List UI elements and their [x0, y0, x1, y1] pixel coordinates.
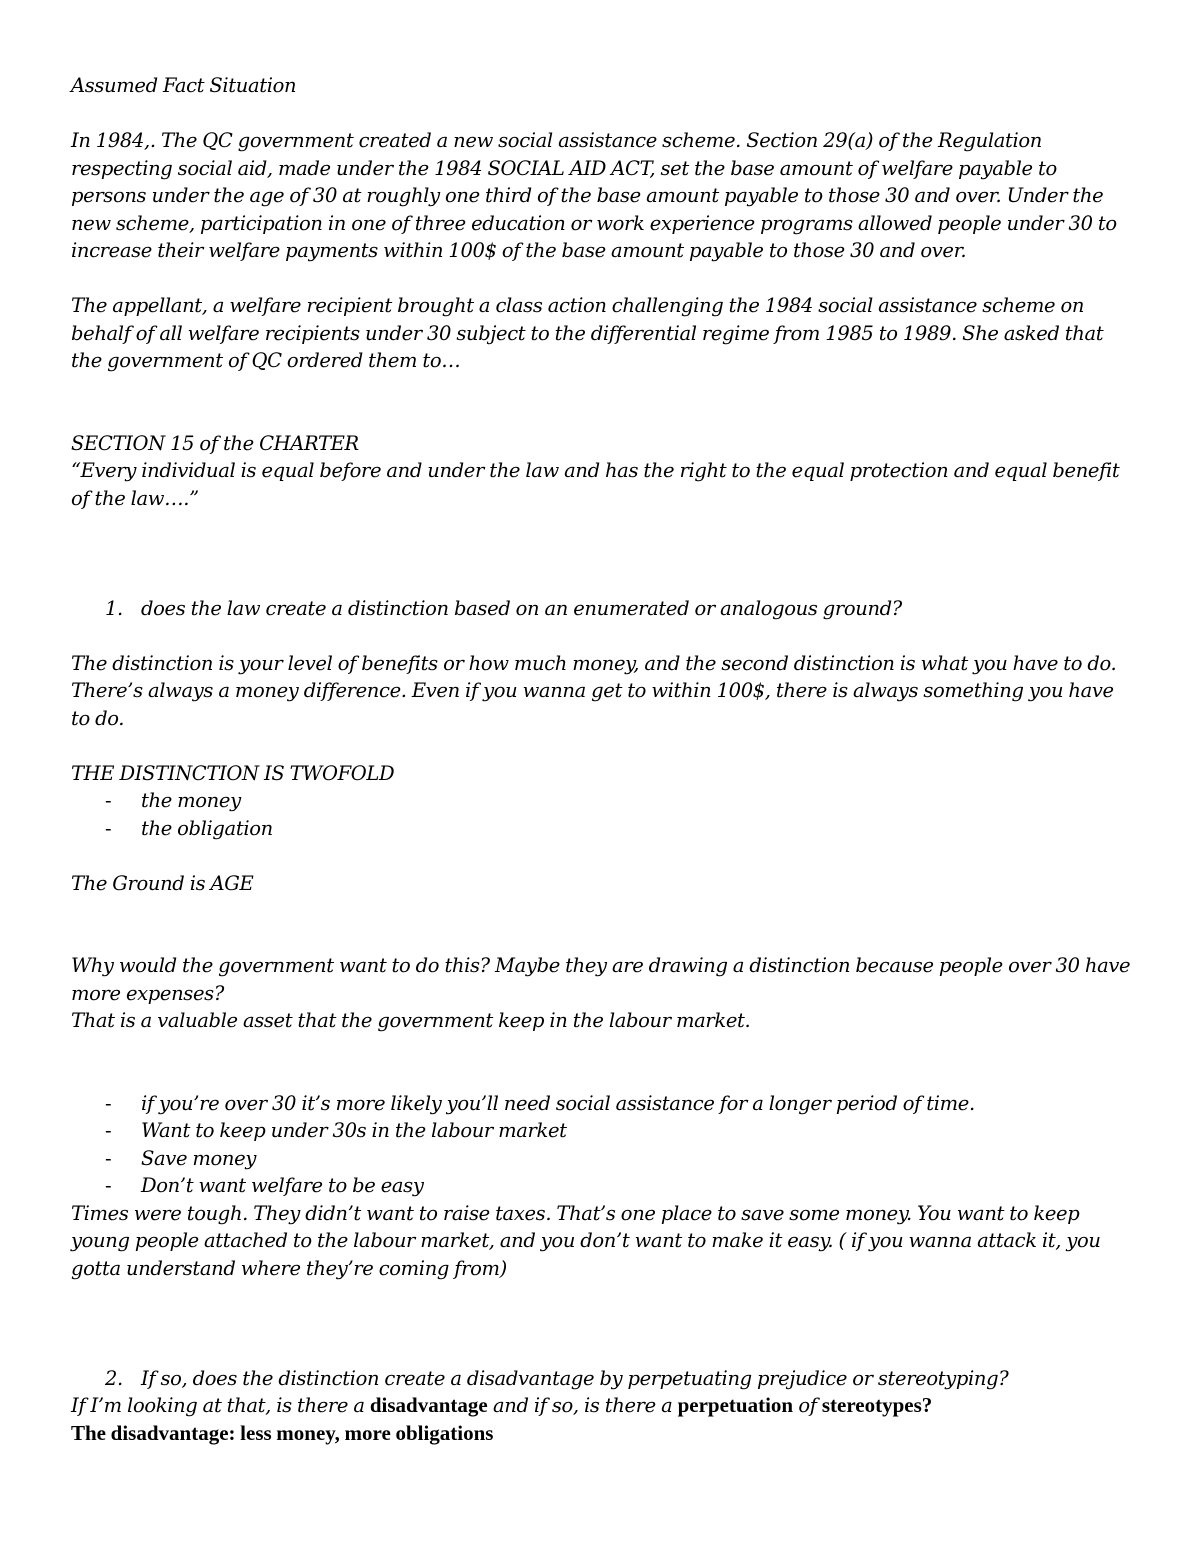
charter-quote: “Every individual is equal before and under the law and has the right to the equal protection and equal benefit of the law….”: [71, 459, 1120, 510]
list-item: [71, 815, 1131, 843]
conclusion-line: The disadvantage: less money, more obligations: [71, 1420, 494, 1445]
why-paragraph: Why would the government want to do this? Maybe they are drawing a distinction because people over 30 have more expenses?: [71, 954, 1131, 1005]
followup-text: of: [793, 1394, 822, 1417]
question-2-followup: [71, 1392, 1131, 1420]
list-item: [71, 1117, 1131, 1145]
question-2: [71, 1365, 1131, 1393]
list-item: [71, 787, 1131, 815]
dash-bullet: -: [105, 816, 112, 840]
list-item: [71, 1090, 1131, 1118]
question-1-text: does the law create a distinction based on an enumerated or analogous ground?: [141, 596, 902, 620]
list-item-text: Want to keep under 30s in the labour market: [141, 1119, 567, 1142]
twofold-heading: THE DISTINCTION IS TWOFOLD: [71, 761, 395, 785]
fact-paragraph: In 1984,. The QC government created a new social assistance scheme. Section 29(a) of the Regulation respecting social aid, made under the 1984 SOCIAL AID ACT, set the base amount of welfare payable to persons under the age of 30 at roughly one third of the base amount payable to those 30 and over. Under the new scheme, participation in one of three education or work experience programs allowed people under 30 to increase their welfare payments within 100$ of the base amount payable to those 30 and over.: [71, 129, 1117, 262]
question-1-number: 1.: [105, 596, 123, 620]
asset-line: That is a valuable asset that the government keep in the labour market.: [71, 1009, 751, 1032]
dash-bullet: -: [105, 1174, 112, 1197]
followup-bold-disadvantage: disadvantage: [369, 1393, 488, 1417]
dash-bullet: -: [105, 1119, 112, 1142]
list-item-text: the money: [141, 789, 241, 812]
dash-bullet: -: [105, 1146, 112, 1170]
document-body: [71, 72, 1131, 1447]
list-item-text: Don’t want welfare to be easy: [141, 1174, 424, 1197]
dash-bullet: -: [105, 1091, 112, 1115]
question-1: [71, 595, 1131, 623]
times-paragraph: Times were tough. They didn’t want to raise taxes. That’s one place to save some money. You want to keep young people attached to the labour market, and you don’t want to make it easy. ( if you wanna attack it, you gotta understand where they’re coming from): [71, 1201, 1101, 1280]
followup-bold-stereotypes: stereotypes?: [821, 1393, 933, 1417]
dash-bullet: -: [105, 789, 112, 812]
list-item: [71, 1172, 1131, 1200]
followup-text: If I’m looking at that, is there a: [71, 1394, 370, 1417]
document-heading: Assumed Fact Situation: [71, 74, 297, 97]
question-2-number: 2.: [105, 1366, 123, 1390]
distinction-paragraph: The distinction is your level of benefits or how much money, and the second distinction is what you have to do. There’s always a money difference. Even if you wanna get to within 100$, there is always something you have to do.: [71, 651, 1117, 730]
followup-bold-perpetuation: perpetuation: [677, 1393, 794, 1417]
charter-heading: SECTION 15 of the CHARTER: [71, 431, 359, 455]
list-item: [71, 1145, 1131, 1173]
question-2-text: If so, does the distinction create a disadvantage by perpetuating prejudice or stereotyping?: [141, 1366, 1009, 1390]
list-item-text: if you’re over 30 it’s more likely you’ll need social assistance for a longer period of time.: [141, 1091, 975, 1115]
appellant-paragraph: The appellant, a welfare recipient brought a class action challenging the 1984 social assistance scheme on behalf of all welfare recipients under 30 subject to the differential regime from 1985 to 1989. She asked that the government of QC ordered them to…: [71, 294, 1104, 372]
followup-text: and if so, is there a: [487, 1394, 678, 1417]
ground-line: The Ground is AGE: [71, 871, 254, 895]
list-item-text: the obligation: [141, 816, 273, 840]
list-item-text: Save money: [141, 1146, 256, 1170]
